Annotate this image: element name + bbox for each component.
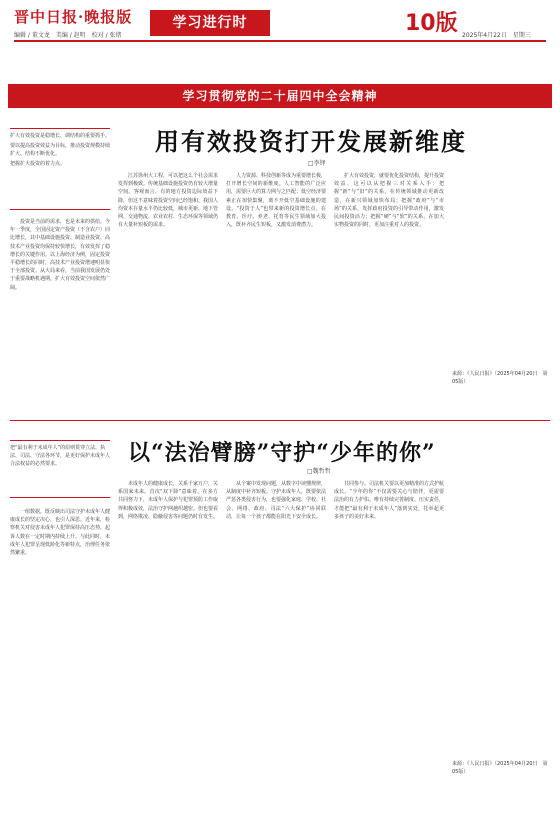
article1-headline: 用有效投资打开发展新维度: [155, 127, 467, 156]
section-divider: [10, 420, 550, 421]
issue-date: 2025年4月22日 星期三: [462, 32, 531, 39]
newspaper-logo: 晋中日报·晚报版: [14, 8, 133, 26]
editor-credits: 编辑 / 董文龙 美编 / 赵明 校对 / 张绪: [14, 32, 122, 39]
topic-banner: 学习贯彻党的二十届四中全会精神: [8, 84, 552, 108]
article2-source: 来源：《人民日报》（2025年04月20日 第05版）: [452, 761, 548, 775]
article1-byline: □李铎: [308, 160, 326, 167]
article1-column-3: [226, 172, 326, 412]
masthead: [0, 0, 560, 64]
article2-lead-box: [10, 440, 110, 498]
summary-line: 扩大有效投资是稳增长、调结构的重要抓手。: [10, 133, 111, 139]
article2-column-1: [10, 508, 110, 808]
paragraph: 江苏徐州大工程，可以把这么个社会需求发挥到极致。传统基础设施投资仍有较大增量空间。客观而言，有的地方投资边际效益下降，但这不意味着投资空间已经饱和。我国人均资本存量水平仍比较低，城市更新、地下管网、交通物流、农业农村、生态环保等领域仍有大量补短板的需求。: [118, 173, 218, 229]
paragraph: 从个案中发现问题，从数字中读懂规律，从制度中补齐短板。守护未成年人，既要依法严惩各类侵害行为，也要强化家庭、学校、社会、网络、政府、司法“六大保护”协同联动，让每一个孩子都能在阳光下安全成长。: [226, 481, 326, 520]
article2-headline: 以“法治臂膀”守护“少年的你”: [128, 440, 436, 466]
section-title: 学习进行时: [150, 10, 270, 36]
summary-line: 要以提高投资效益为目标，推动投资规模持续扩大、结构不断优化。: [10, 143, 111, 157]
article1-source: 来源：《人民日报》（2025年04月20日 第05版）: [452, 371, 548, 385]
article2-column-2: [118, 480, 218, 808]
article1-column-4: [334, 172, 444, 412]
paragraph: 人力资源、科技创新等成为重要增长极，打开增长空间的新维度。人工智能的广泛应用，需要巨大的算力网与之匹配；低空经济要素正在加快集聚，离不开低空基础设施的建设。“投资于人”也带来新的投资增长点，在教育、医疗、养老、托育等民生领域加大投入，既补齐民生短板，又激发消费潜力。: [226, 173, 326, 229]
article2-column-4: [334, 480, 444, 808]
page-number: 10版: [405, 11, 458, 36]
article1-column-1: [10, 218, 110, 413]
paragraph: 一组数据，既反映出司法守护未成年人健康成长的坚定决心，也引人深思。近年来，检察机关对侵害未成年人犯罪保持高压态势，起诉人数在一定时期内持续上升。与此同时，未成年人犯罪呈现低龄化等新特点，治理任务依然繁重。: [10, 509, 110, 557]
article1-column-2: [118, 172, 218, 412]
article2-column-3: [226, 480, 326, 808]
paragraph: 未成年人的健康成长，关系千家万户，关系国家未来。首次“双下降”意味着，在多方共同努力下，未成年人保护与犯罪预防工作取得积极成效，法治守护网越织越密。但也要看到，网络欺凌、隐蔽侵害等问题仍时有发生。: [118, 481, 218, 520]
article2-byline: □魏哲哲: [307, 468, 331, 475]
top-rule: [14, 40, 546, 42]
article1-summary-box: [10, 128, 110, 210]
lead-text: 把“最有利于未成年人”的原则贯穿立法、执法、司法、守法各环节，是更好保护未成年人合法权益的必然要求。: [10, 445, 111, 467]
summary-line: 把握扩大投资的着力点。: [10, 161, 66, 167]
paragraph: 扩大有效投资，就要优化投资结构，提升投资效益，这可以从把握三对关系入手：把握“新”与“旧”的关系，在传统领域推动更新改造，在新兴领域加快布局；把握“政府”与“市场”的关系，发挥政府投资的引导带动作用，激发民间投资活力；把握“硬”与“软”的关系，在加大实物投资的同时，更加注重对人的投资。: [334, 173, 444, 229]
paragraph: 投资是当前的需求，也是未来的供给。今年一季度，全国固定资产投资（不含农户）同比增长，其中基础设施投资、制造业投资、高技术产业投资均保持较快增长，有效发挥了稳增长的关键作用。以上海经济为例，固定投资平稳增长的同时，高技术产业投资增速明显快于全部投资。从大局来看，当前我国发展仍处于重要战略机遇期，扩大有效投资空间依然广阔。: [10, 219, 110, 291]
paragraph: 共同参与。司法机关要以更加精准的方式护航成长。“少年的你”不仅需要关心与陪伴，更需要法治的有力护佑。唯有持续完善制度、压实责任，才能把“最有利于未成年人”落到实处，托举起更多孩子的美好未来。: [334, 481, 444, 520]
